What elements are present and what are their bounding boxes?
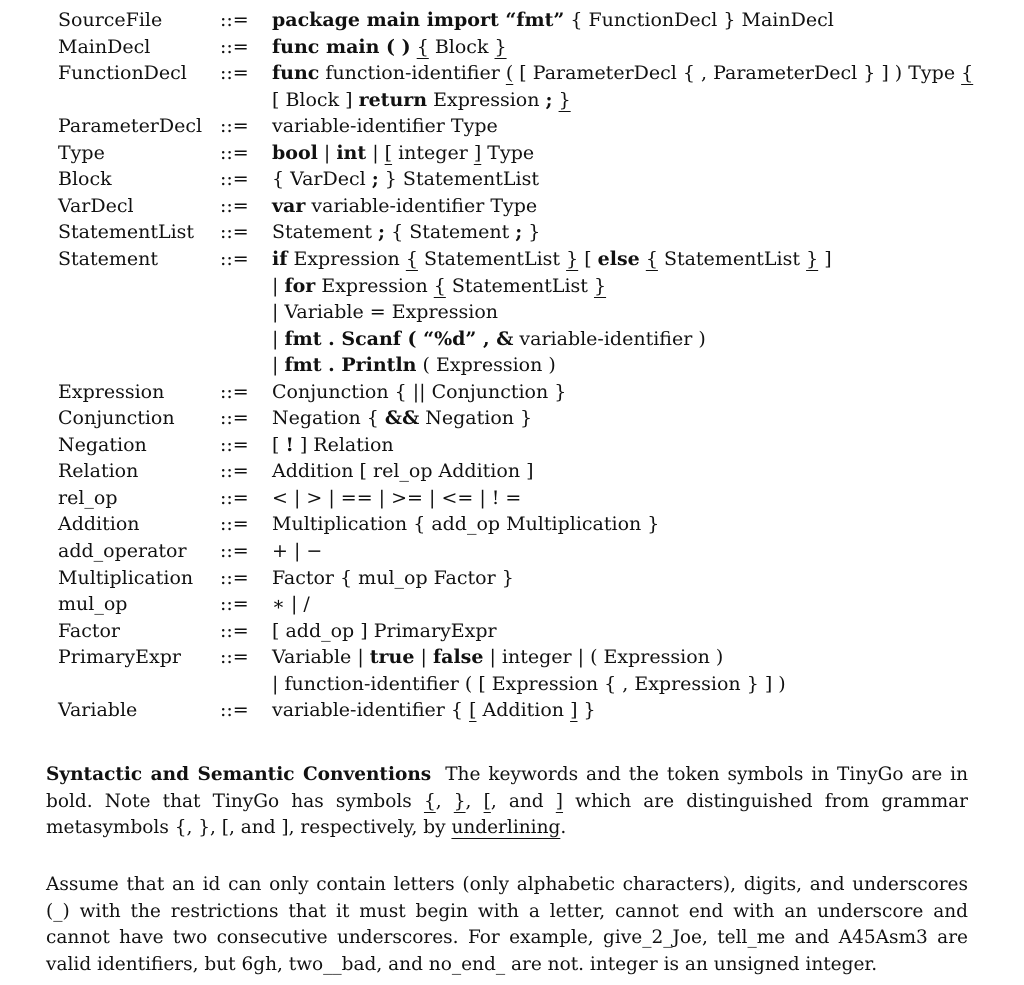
grammar-text: } [522, 221, 541, 244]
underlined-token: { [416, 35, 429, 58]
production-continuation [0, 352, 1024, 379]
keyword-token: fmt . Scanf ( “%d” , & [284, 327, 514, 350]
grammar-text: [ [578, 247, 598, 270]
nonterminal-name: Multiplication [58, 566, 194, 589]
nonterminal-name: Type [58, 141, 105, 164]
grammar-text: Conjunction { || Conjunction } [272, 380, 567, 403]
underlined-token: } [593, 274, 607, 297]
grammar-text: Factor { mul_op Factor } [272, 566, 514, 589]
grammar-text: [ add_op ] PrimaryExpr [272, 619, 497, 642]
keyword-token: ; [378, 221, 386, 244]
production-mul-op [0, 591, 1024, 618]
nonterminal-name: PrimaryExpr [58, 646, 181, 669]
grammar-text: Expression [315, 274, 434, 297]
grammar-text: Variable | [272, 646, 370, 669]
grammar-text: StatementList [417, 247, 567, 270]
keyword-token: ; [515, 221, 523, 244]
grammar-text: [ [272, 433, 286, 456]
production-rule [272, 565, 514, 592]
grammar-text: } StatementList [378, 168, 540, 191]
grammar-text: [ ParameterDecl { , ParameterDecl } ] ) Type [513, 62, 962, 85]
keyword-token: bool [272, 141, 318, 164]
grammar-text: ∗ | / [272, 593, 310, 616]
definition-symbol: ::= [220, 221, 249, 244]
definition-symbol: ::= [220, 194, 249, 217]
keyword-token: for [284, 274, 316, 297]
production-parameterdecl [0, 113, 1024, 140]
nonterminal-name: Expression [58, 380, 165, 403]
production-continuation [0, 87, 1024, 114]
definition-symbol: ::= [220, 566, 249, 589]
production-sourcefile [0, 7, 1024, 34]
production-statementlist [0, 219, 1024, 246]
definition-symbol: ::= [220, 540, 249, 562]
nonterminal-name: ParameterDecl [58, 115, 203, 138]
production-relation [0, 458, 1024, 485]
production-rule [272, 485, 521, 512]
underlined-token: ( [505, 62, 514, 85]
grammar-text: StatementList [445, 274, 594, 297]
production-rule [272, 538, 322, 565]
identifiers-paragraph [46, 872, 968, 978]
grammar-text: | [366, 141, 385, 164]
grammar-text: Multiplication { add_op Multiplication } [272, 513, 660, 536]
definition-symbol: ::= [220, 141, 249, 164]
grammar-text: Expression [287, 247, 406, 270]
production-rule [272, 193, 537, 220]
production-rule [272, 140, 534, 167]
grammar-text: , [435, 790, 454, 812]
production-rule [272, 273, 606, 300]
nonterminal-name: Factor [58, 619, 121, 642]
grammar-text: | [317, 141, 337, 164]
grammar-text: { Statement [385, 221, 516, 244]
production-multiplication [0, 565, 1024, 592]
production-rule [272, 458, 534, 485]
keyword-token: ; [371, 168, 379, 191]
definition-symbol: ::= [220, 460, 249, 483]
definition-symbol: ::= [220, 380, 249, 403]
underlined-token: ] [555, 790, 564, 812]
production-maindecl [0, 34, 1024, 61]
grammar-text: [ Block ] [272, 88, 359, 111]
definition-symbol: ::= [220, 168, 249, 191]
underlined-token: [ [469, 699, 477, 722]
nonterminal-name: mul_op [58, 593, 128, 616]
definition-symbol: ::= [220, 593, 249, 616]
keyword-token: false [432, 646, 484, 669]
production-rule [272, 219, 540, 246]
keyword-token: var [272, 194, 306, 217]
grammar-text: ] Relation [293, 433, 394, 456]
keyword-token: fmt . Println [284, 354, 417, 377]
production-rule [272, 113, 498, 140]
production-functiondecl [0, 60, 1024, 87]
underlined-token: ] [473, 141, 482, 164]
production-rule [272, 87, 571, 114]
production-rel-op [0, 485, 1024, 512]
keyword-token: func [272, 62, 320, 85]
production-continuation [0, 326, 1024, 353]
production-continuation [0, 299, 1024, 326]
keyword-token: package main import “fmt” [272, 9, 565, 31]
grammar-text: | [272, 354, 285, 377]
keyword-token: int [336, 141, 367, 164]
grammar-text: variable-identifier { [272, 699, 470, 722]
production-rule [272, 697, 596, 724]
underlined-token: { [423, 790, 436, 812]
nonterminal-name: Addition [58, 513, 140, 536]
grammar-text: | Variable = Expression [272, 301, 499, 324]
underlined-token: { [405, 247, 418, 270]
grammar-text: Negation } [419, 407, 533, 430]
underlined-token: { [961, 62, 974, 85]
production-rule [272, 299, 498, 326]
production-rule [272, 326, 706, 353]
nonterminal-name: rel_op [58, 486, 118, 509]
definition-symbol: ::= [220, 247, 249, 270]
definition-symbol: ::= [220, 486, 249, 509]
grammar-text: } [577, 699, 596, 722]
production-rule [272, 7, 834, 34]
production-addition [0, 511, 1024, 538]
production-type [0, 140, 1024, 167]
nonterminal-name: SourceFile [58, 9, 163, 31]
nonterminal-name: MainDecl [58, 35, 151, 58]
grammar-text: , [465, 790, 484, 812]
grammar-text: ] [818, 247, 832, 270]
grammar-text: Type [481, 141, 535, 164]
grammar-text: Negation { [272, 407, 385, 430]
definition-symbol: ::= [220, 9, 249, 31]
grammar-text: | [414, 646, 433, 669]
production-variable [0, 697, 1024, 724]
underlined-token: } [566, 247, 579, 270]
grammar-text: , and [490, 790, 556, 812]
keyword-token: && [384, 407, 420, 430]
production-rule [272, 34, 507, 61]
nonterminal-name: add_operator [58, 540, 187, 562]
production-statement [0, 246, 1024, 273]
grammar-text: function-identifier [319, 62, 506, 85]
keyword-token: true [369, 646, 415, 669]
keyword-token: func main ( ) [272, 35, 411, 58]
production-rule [272, 591, 310, 618]
production-primaryexpr [0, 644, 1024, 671]
nonterminal-name: FunctionDecl [58, 62, 187, 85]
definition-symbol: ::= [220, 62, 249, 85]
underlined-token: { [645, 247, 658, 270]
production-vardecl [0, 193, 1024, 220]
grammar-text: Addition [476, 699, 571, 722]
keyword-token: ! [285, 433, 294, 456]
grammar-text: StatementList [657, 247, 807, 270]
keyword-token: return [358, 88, 428, 111]
grammar-text: + | − [272, 540, 323, 562]
underlined-token: ] [570, 699, 578, 722]
grammar-text: { VarDecl [272, 168, 372, 191]
production-rule [272, 644, 723, 671]
production-block [0, 166, 1024, 193]
production-factor [0, 618, 1024, 645]
grammar-text: which are distinguished from grammar metasymbols {, }, [, and ], respectively, by [46, 790, 969, 838]
production-rule [272, 618, 497, 645]
definition-symbol: ::= [220, 433, 249, 456]
nonterminal-name: StatementList [58, 221, 195, 244]
production-continuation [0, 273, 1024, 300]
grammar-text: Addition [ rel_op Addition ] [272, 460, 534, 483]
keyword-token: ; [545, 88, 553, 111]
grammar-text: The keywords and the token symbols in TinyGo are in bold. Note that TinyGo has symbols [46, 764, 968, 812]
production-conjunction [0, 405, 1024, 432]
production-continuation [0, 671, 1024, 698]
grammar-text: . [560, 817, 567, 838]
production-rule [272, 379, 566, 406]
production-rule [272, 671, 786, 698]
definition-symbol: ::= [220, 513, 249, 536]
underlined-token: { [433, 274, 446, 297]
production-rule [272, 352, 556, 379]
underlined-token: underlining [451, 817, 561, 838]
production-rule [272, 166, 539, 193]
grammar-text: { FunctionDecl } MainDecl [564, 9, 834, 31]
nonterminal-name: Variable [58, 699, 138, 722]
nonterminal-name: Negation [58, 433, 147, 456]
conventions-heading: Syntactic and Semantic Conventions [46, 764, 432, 785]
grammar-text: | [272, 274, 285, 297]
grammar-text: variable-identifier Type [272, 115, 498, 138]
production-rule [272, 511, 659, 538]
grammar-text: ( Expression ) [416, 354, 556, 377]
definition-symbol: ::= [220, 699, 249, 722]
grammar-text: | function-identifier ( [ Expression { , Expression } ] ) [272, 672, 786, 695]
nonterminal-name: Statement [58, 247, 158, 270]
grammar-text: Expression [427, 88, 546, 111]
production-expression [0, 379, 1024, 406]
nonterminal-name: Block [58, 168, 112, 191]
production-rule [272, 60, 973, 87]
grammar-text: integer [392, 141, 474, 164]
keyword-token: if [272, 247, 288, 270]
keyword-token: else [597, 247, 640, 270]
production-add-operator [0, 538, 1024, 565]
underlined-token: } [494, 35, 507, 58]
nonterminal-name: Conjunction [58, 407, 175, 430]
grammar-text: | [272, 327, 285, 350]
definition-symbol: ::= [220, 35, 249, 58]
underlined-token: } [806, 247, 819, 270]
underlined-token: [ [384, 141, 393, 164]
production-negation [0, 432, 1024, 459]
definition-symbol: ::= [220, 115, 249, 138]
grammar-text: variable-identifier Type [305, 194, 538, 217]
definition-symbol: ::= [220, 407, 249, 430]
nonterminal-name: VarDecl [58, 194, 134, 217]
production-rule [272, 405, 532, 432]
conventions-paragraph [46, 762, 968, 842]
definition-symbol: ::= [220, 619, 249, 642]
grammar-text: variable-identifier ) [513, 327, 706, 350]
grammar-text: Block [428, 35, 495, 58]
production-rule [272, 432, 394, 459]
underlined-token: } [453, 790, 466, 812]
grammar-text: | integer | ( Expression ) [483, 646, 724, 669]
underlined-token: [ [483, 790, 491, 812]
underlined-token: } [558, 88, 571, 111]
identifiers-text: Assume that an id can only contain letters (only alphabetic characters), digits, and underscores (_) with the restrictions that it must begin with a letter, cannot end with an underscore and cannot have two consecutive underscores. For example, give_2_Joe, tell_me and A45Asm3 are valid identifiers, but 6gh, two__bad, and no_end_ are not. integer is an unsigned integer. [46, 874, 968, 975]
production-rule [272, 246, 832, 273]
definition-symbol: ::= [220, 646, 249, 669]
grammar-text: < | > | == | >= | <= | ! = [272, 486, 522, 509]
nonterminal-name: Relation [58, 460, 139, 483]
grammar-text: Statement [272, 221, 379, 244]
